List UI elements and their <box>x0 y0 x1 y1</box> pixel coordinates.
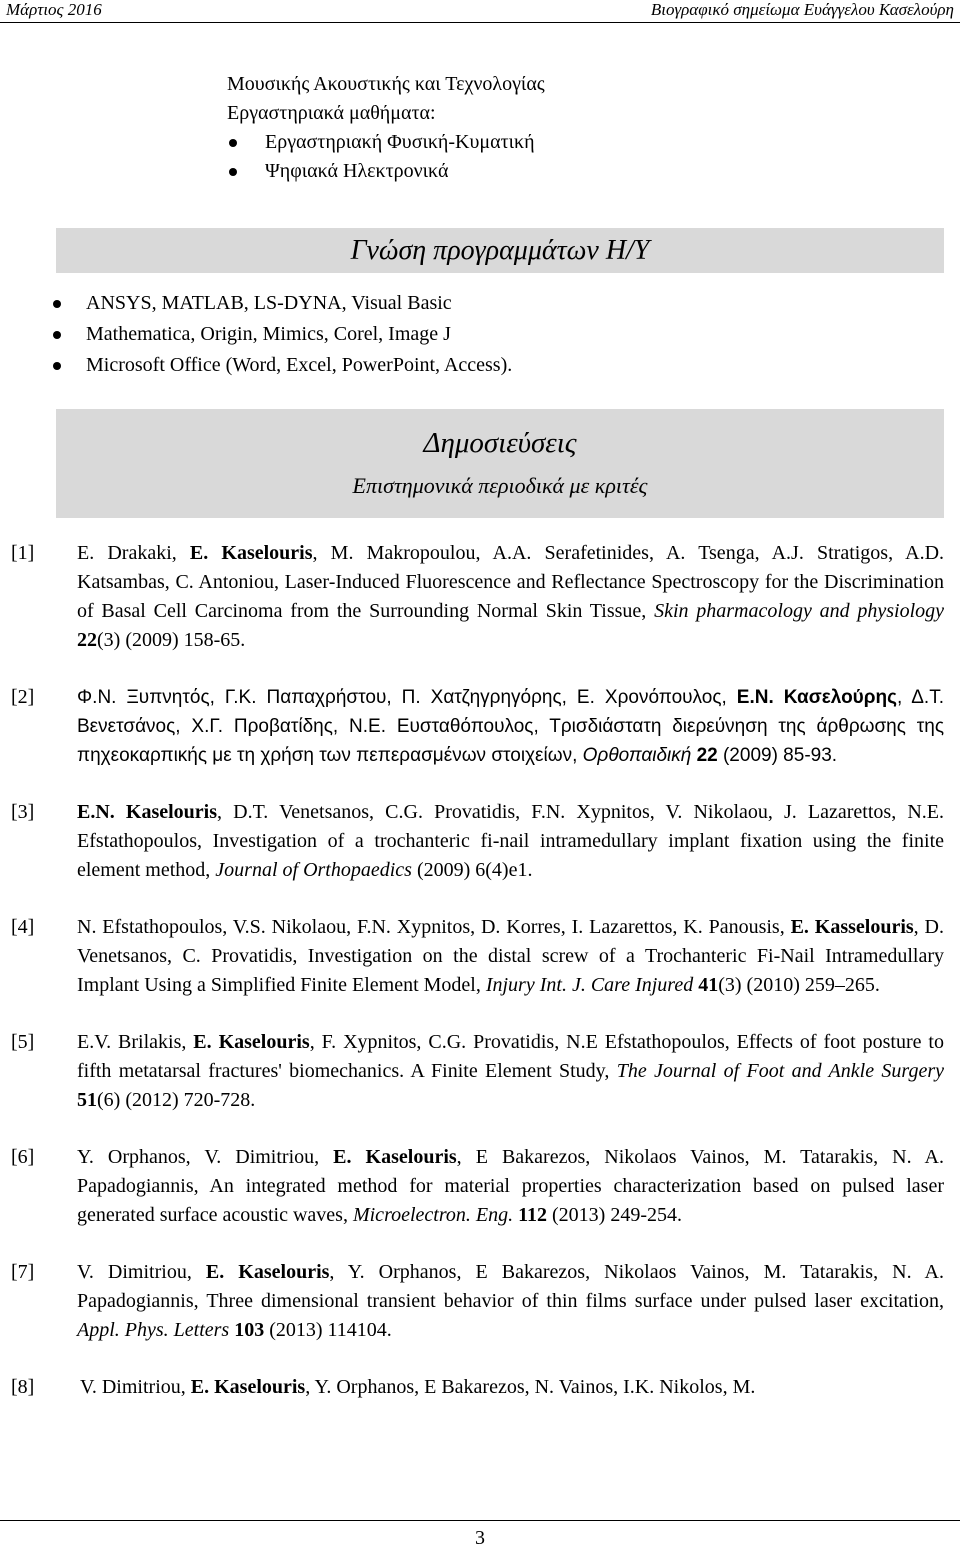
page-header <box>0 0 960 23</box>
reference-number: [8] <box>11 1376 35 1398</box>
reference-item: [1] E. Drakaki, E. Kaselouris, M. Makropoulou, A.A. Serafetinides, A. Tsenga, A.J. Stratigos, A.D. Katsambas, C. Antoniou, Laser-Induced Fluorescence and Reflectance Spectroscopy for the Discrimination of Basal Cell Carcinoma from the Surrounding Normal Skin Tissue, Skin pharmacology and physiology 22(3) (2009) 158-65. <box>0 539 960 655</box>
lab-course-list <box>227 128 545 186</box>
bullet-icon <box>229 168 237 176</box>
reference-number: [6] <box>11 1146 35 1168</box>
bullet-icon <box>53 300 61 308</box>
lab-courses-label: Εργαστηριακά μαθήματα: <box>227 102 436 124</box>
bullet-icon <box>53 331 61 339</box>
header-title: Βιογραφικό σημείωμα Ευάγγελου Κασελούρη <box>650 0 954 19</box>
reference-number: [5] <box>11 1031 35 1053</box>
reference-number: [1] <box>11 542 35 564</box>
teaching-section <box>227 70 545 186</box>
reference-list <box>0 539 960 1430</box>
bullet-icon <box>53 362 61 370</box>
software-list <box>50 288 512 381</box>
publications-subheading: Επιστημονικά περιοδικά με κριτές <box>352 473 648 498</box>
list-item: ANSYS, MATLAB, LS-DYNA, Visual Basic <box>50 288 512 319</box>
list-item: Εργαστηριακή Φυσική-Κυματική <box>227 128 545 157</box>
reference-number: [3] <box>11 801 35 823</box>
reference-item: [7] V. Dimitriou, E. Kaselouris, Y. Orphanos, E Bakarezos, Nikolaos Vainos, M. Tatarakis, N. A. Papadogiannis, Three dimensional transient behavior of thin films surface under pulsed laser excitation, Appl. Phys. Letters 103 (2013) 114104. <box>0 1258 960 1345</box>
list-item: Ψηφιακά Ηλεκτρονικά <box>227 157 545 186</box>
header-date: Μάρτιος 2016 <box>6 0 102 19</box>
list-item: Microsoft Office (Word, Excel, PowerPoint, Access). <box>50 350 512 381</box>
reference-number: [7] <box>11 1261 35 1283</box>
reference-item: [6] Y. Orphanos, V. Dimitriou, E. Kaselouris, E Bakarezos, Nikolaos Vainos, M. Tatarakis, N. A. Papadogiannis, An integrated method for material properties characterization based on pulsed laser generated surface acoustic waves, Microelectron. Eng. 112 (2013) 249-254. <box>0 1143 960 1230</box>
page-number: 3 <box>475 1527 485 1549</box>
footer-divider <box>0 1520 960 1521</box>
publications-banner <box>56 409 944 518</box>
list-item: Mathematica, Origin, Mimics, Corel, Image J <box>50 319 512 350</box>
publications-heading: Δημοσιεύσεις <box>423 427 577 459</box>
reference-item: [4] N. Efstathopoulos, V.S. Nikolaou, F.N. Xypnitos, D. Korres, I. Lazarettos, K. Panousis, E. Kasselouris, D. Venetsanos, C. Provatidis, Investigation on the distal screw of a Trochanteric Fi-Nail Intramedullary Implant Using a Simplified Finite Element Model, Injury Int. J. Care Injured 41(3) (2010) 259–265. <box>0 913 960 1000</box>
bullet-icon <box>229 139 237 147</box>
software-heading: Γνώση προγραμμάτων Η/Υ <box>56 228 944 273</box>
reference-item: [2] Φ.Ν. Ξυπνητός, Γ.Κ. Παπαχρήστου, Π. Χατζηγρηγόρης, Ε. Χρονόπουλος, Ε.Ν. Κασελούρης, Δ.Τ. Βενετσάνος, Χ.Γ. Προβατίδης, Ν.Ε. Ευσταθόπουλος, Τρισδιάστατη διερεύνηση της άρθρωσης της πηχεοκαρπικής με τη χρήση των πεπερασμένων στοιχείων, Ορθοπαιδική 22 (2009) 85-93. <box>0 683 960 770</box>
reference-item: [5] E.V. Brilakis, E. Kaselouris, F. Xypnitos, C.G. Provatidis, N.E Efstathopoulos, Effects of foot posture to fifth metatarsal fractures' biomechanics. A Finite Element Study, The Journal of Foot and Ankle Surgery 51(6) (2012) 720-728. <box>0 1028 960 1115</box>
reference-number: [4] <box>11 916 35 938</box>
reference-item: [8] V. Dimitriou, E. Kaselouris, Y. Orphanos, E Bakarezos, N. Vainos, I.K. Nikolos, M. <box>0 1373 960 1402</box>
reference-item: [3] E.N. Kaselouris, D.T. Venetsanos, C.G. Provatidis, F.N. Xypnitos, V. Nikolaou, J. Lazarettos, N.E. Efstathopoulos, Investigation of a trochanteric fi-nail intramedullary implant fixation using the finite element method, Journal of Orthopaedics (2009) 6(4)e1. <box>0 798 960 885</box>
reference-number: [2] <box>11 686 35 708</box>
course-title: Μουσικής Ακουστικής και Τεχνολογίας <box>227 73 545 95</box>
